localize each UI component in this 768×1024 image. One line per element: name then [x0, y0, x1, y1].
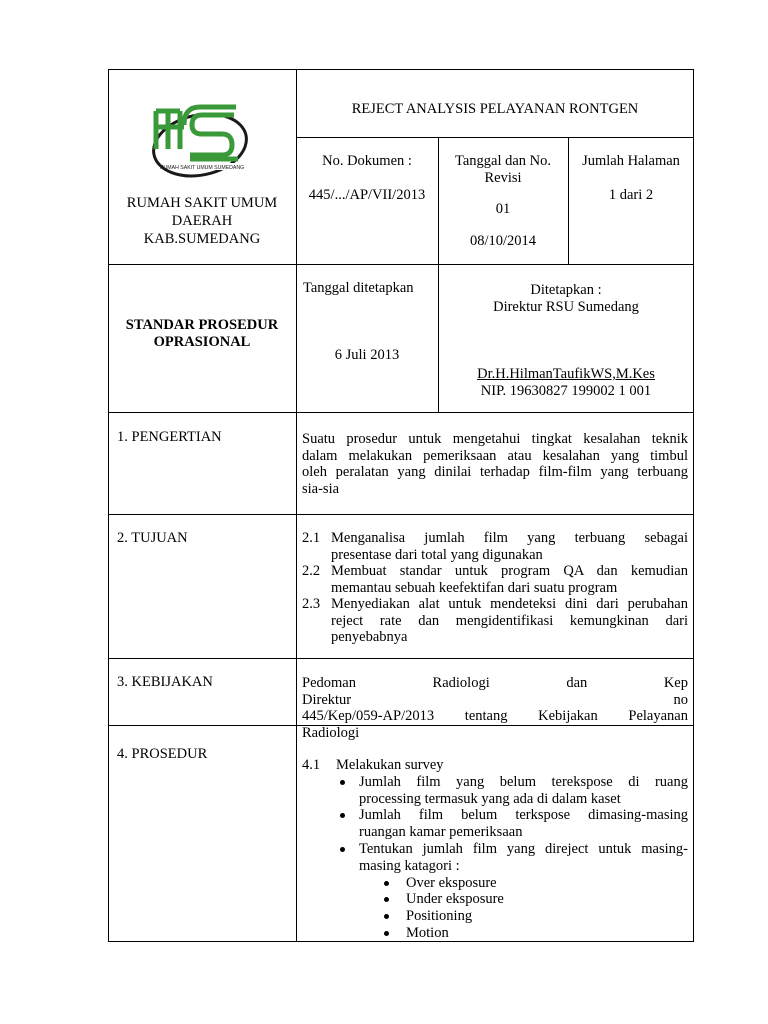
prosedur-bullet-line: masing katagori : [359, 857, 460, 874]
pengertian-line: Suatu prosedur untuk mengetahui tingkat kesalahan teknik [302, 431, 688, 447]
hospital-name-line1: RUMAH SAKIT UMUM [126, 195, 278, 211]
bullet-icon [384, 897, 389, 902]
hospital-name-line3: KAB.SUMEDANG [143, 231, 261, 247]
list-item [302, 596, 688, 646]
list-item [302, 774, 688, 807]
pengertian-line: dalam melakukan pemeriksaan atau kesalahan yang timbul [302, 447, 688, 464]
pengertian-line: oleh peralatan yang dinilai terhadap film-film yang terbuang [302, 464, 688, 481]
hospital-logo [150, 103, 252, 181]
revision-date: 08/10/2014 [469, 233, 537, 249]
pengertian-text [302, 431, 688, 498]
document-title: REJECT ANALYSIS PELAYANAN RONTGEN [351, 101, 639, 117]
pengertian-line: sia-sia [302, 481, 340, 498]
sub-bullet-label: Motion [406, 925, 449, 941]
row-divider-tujuan [108, 658, 694, 659]
pages-label: Jumlah Halaman [582, 153, 680, 169]
date-set-value: 6 Juli 2013 [334, 347, 400, 363]
prosedur-bullet-line: ruangan kamar pemeriksaan [359, 823, 523, 840]
date-set-label: Tanggal ditetapkan [303, 280, 414, 296]
row-divider-title [296, 137, 694, 138]
prosedur-step-number: 4.1 [302, 757, 321, 773]
pages-value: 1 dari 2 [608, 187, 654, 203]
prosedur-bullet-line: Jumlah film yang belum terekspose di ruang [359, 774, 688, 790]
list-item [302, 807, 688, 840]
tujuan-line: penyebabnya [331, 629, 408, 646]
list-item [302, 563, 688, 596]
tujuan-line: Menganalisa jumlah film yang terbuang sebagai [331, 530, 688, 546]
sop-label-line1: STANDAR PROSEDUR [125, 317, 279, 333]
bullet-icon [384, 914, 389, 919]
sub-bullet-label: Over eksposure [406, 875, 497, 891]
kebijakan-label: 3. KEBIJAKAN [117, 674, 213, 690]
hospital-name [108, 194, 296, 248]
list-item [302, 841, 688, 874]
kebijakan-line: Radiologi [302, 725, 360, 742]
bullet-icon [340, 847, 345, 852]
bullet-icon [384, 931, 389, 936]
row-divider-pengertian [108, 514, 694, 515]
logo-text: RUMAH SAKIT UMUM SUMEDANG [159, 165, 245, 171]
tujuan-line: memantau sebuah keefektifan dari suatu program [331, 579, 618, 596]
hospital-name-line2: DAERAH [171, 213, 233, 229]
pengertian-label: 1. PENGERTIAN [117, 429, 222, 445]
row-divider-sop [108, 412, 694, 413]
doc-number-value: 445/.../AP/VII/2013 [308, 187, 426, 203]
bullet-icon [340, 813, 345, 818]
tujuan-line: Membuat standar untuk program QA dan kemudian [331, 563, 688, 579]
tujuan-line: presentase dari total yang digunakan [331, 546, 543, 563]
tujuan-label: 2. TUJUAN [117, 530, 188, 546]
bullet-icon [340, 780, 345, 785]
set-by-role: Direktur RSU Sumedang [493, 299, 639, 315]
revision-label-line1: Tanggal dan No. [454, 153, 552, 169]
kebijakan-line: Pedoman Radiologi dan Kep Direktur no [302, 675, 688, 708]
sop-label [108, 317, 296, 351]
set-by-label: Ditetapkan : [530, 282, 602, 298]
tujuan-line: Menyediakan alat untuk mendeteksi dini dari perubahan [331, 596, 688, 612]
prosedur-label: 4. PROSEDUR [117, 746, 208, 762]
kebijakan-text [302, 675, 688, 742]
sop-label-line2: OPRASIONAL [153, 334, 251, 350]
list-item [302, 530, 688, 563]
doc-number-label: No. Dokumen : [322, 153, 412, 169]
prosedur-bullet-line: processing termasuk yang ada di dalam kaset [359, 790, 621, 807]
tujuan-line: reject rate dan mengidentifikasi kemungkinan dari [331, 612, 688, 629]
tujuan-number: 2.3 [302, 596, 321, 612]
signer-name: Dr.H.HilmanTaufikWS,M.Kes [477, 366, 655, 382]
signer-nip: NIP. 19630827 199002 1 001 [480, 383, 652, 399]
prosedur-bullet-line: Jumlah film belum terkspose dimasing-masing [359, 807, 688, 823]
prosedur-bullet-line: Tentukan jumlah film yang direject untuk masing- [359, 841, 688, 857]
sub-bullet-label: Positioning [406, 908, 473, 924]
tujuan-number: 2.1 [302, 530, 321, 546]
row-divider-header [108, 264, 694, 265]
revision-label [438, 153, 568, 187]
tujuan-number: 2.2 [302, 563, 321, 579]
revision-number: 01 [495, 201, 511, 217]
bullet-icon [384, 881, 389, 886]
revision-label-line2: Revisi [484, 170, 522, 186]
kebijakan-line: 445/Kep/059-AP/2013 tentang Kebijakan Pelayanan [302, 708, 688, 725]
prosedur-step-title: Melakukan survey [336, 757, 444, 773]
sub-bullet-label: Under eksposure [406, 891, 504, 907]
prosedur-content [302, 757, 688, 941]
